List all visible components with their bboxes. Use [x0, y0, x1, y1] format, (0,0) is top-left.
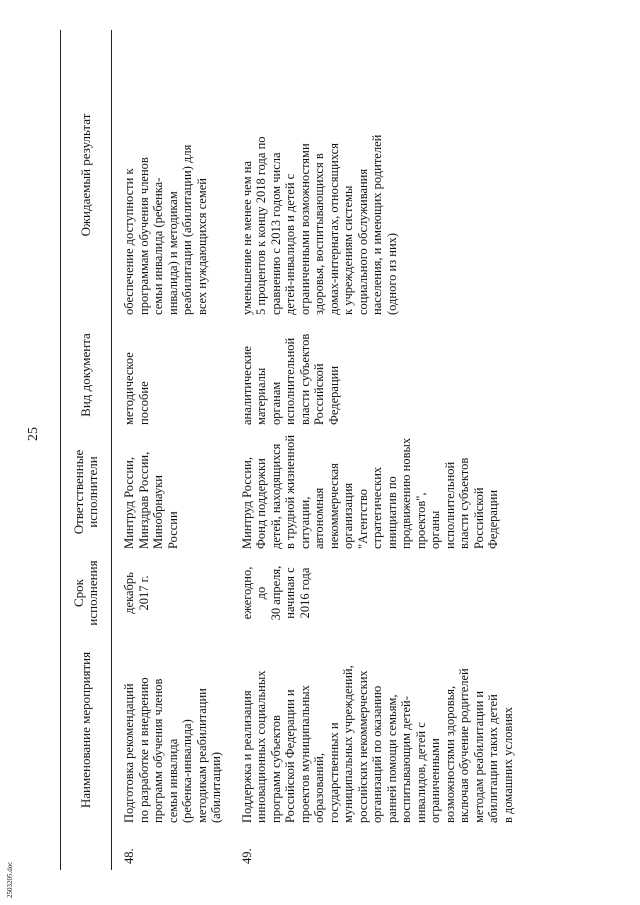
cell-line: социального обслуживания: [355, 168, 370, 315]
cell-line: воспитывающим детей-: [399, 696, 413, 823]
cell-line: продвижению новых: [399, 437, 413, 549]
cell-line: власти субъектов: [297, 333, 312, 425]
cell-line: Подготовка рекомендаций: [122, 683, 136, 823]
cell-line: обеспечение доступности к: [122, 168, 136, 315]
responsible-cell: [112, 430, 230, 554]
cell-line: ограниченными: [428, 738, 442, 823]
cell-line: Федерации: [486, 489, 500, 549]
cell-line: муниципальных учреждений,: [341, 665, 355, 823]
cell-line: инициатив по: [384, 476, 399, 549]
cell-line: в трудной жизненной: [283, 434, 297, 549]
cell-line: сравнению с 2013 годом числа: [268, 152, 283, 315]
measures-table-sheet: [60, 30, 605, 870]
cell-line: по разработке и внедрению: [136, 677, 151, 823]
measure-name-cell: [112, 632, 230, 828]
row-number: 49.: [239, 848, 254, 864]
table-header-row: [61, 30, 112, 870]
document-type-cell: [230, 320, 522, 430]
cell-line: методическое: [122, 352, 136, 425]
cell-line: исполнительной: [442, 461, 457, 549]
header-document-type: Вид документа: [61, 320, 112, 430]
cell-line: домах-интернатах, относящихся: [326, 143, 341, 315]
cell-line: Минтруд России,: [239, 457, 254, 549]
cell-line: (одного из них): [384, 232, 399, 315]
expected-result-cell: [230, 30, 522, 320]
cell-line: ежегодно,: [239, 566, 254, 620]
cell-line: власти субъектов: [457, 457, 471, 549]
cell-line: аналитические: [239, 346, 254, 425]
cell-line: семьи инвалида: [165, 738, 180, 823]
cell-line: программам обучения членов: [136, 157, 151, 315]
document-type-cell: [112, 320, 230, 430]
cell-line: Российской Федерации и: [283, 689, 297, 823]
cell-line: пособие: [136, 381, 151, 425]
cell-line: 2017 г.: [136, 575, 151, 611]
table-row: [230, 30, 522, 870]
cell-line: Поддержка и реализация: [239, 690, 254, 823]
cell-line: Минтруд России,: [122, 457, 136, 549]
cell-line: органам: [268, 381, 283, 425]
cell-line: начиная с: [283, 567, 297, 619]
cell-line: России: [165, 511, 180, 549]
page-number: 25: [26, 427, 41, 441]
term-cell: [112, 554, 230, 632]
cell-line: Фонд поддержки: [254, 458, 268, 549]
cell-line: детей, находящихся: [268, 443, 283, 549]
cell-line: методам реабилитации и: [471, 690, 486, 823]
cell-line: семьи инвалида (ребенка-: [151, 177, 165, 315]
header-number: [61, 828, 112, 870]
cell-line: методикам реабилитации: [194, 688, 209, 823]
cell-line: образований,: [312, 752, 326, 823]
cell-line: проектов",: [413, 492, 428, 549]
cell-line: Минобрнауки: [151, 475, 165, 549]
cell-line: программ субъектов: [268, 715, 283, 823]
cell-line: организация: [341, 482, 355, 549]
cell-line: автономная: [312, 487, 326, 549]
cell-line: до: [254, 586, 268, 600]
cell-line: декабрь: [122, 572, 136, 614]
cell-line: проектов муниципальных: [297, 685, 312, 823]
measures-table: [60, 30, 521, 870]
cell-line: программ обучения членов: [151, 678, 165, 823]
cell-line: инвалидов, детей с: [413, 722, 428, 823]
cell-line: организаций по оказанию: [370, 685, 384, 823]
cell-line: 30 апреля,: [268, 565, 283, 621]
header-term: Срок исполнения: [61, 554, 112, 632]
cell-line: в домашних условиях: [500, 706, 515, 823]
cell-line: населения, и имеющих родителей: [370, 134, 384, 315]
responsible-cell: [230, 430, 522, 554]
cell-line: ранней помощи семьям,: [384, 694, 399, 823]
cell-line: органы: [428, 510, 442, 549]
cell-line: абилитации таких детей: [486, 694, 500, 823]
cell-line: ограниченными возможностями: [297, 143, 312, 315]
header-measure-name: Наименование мероприятия: [61, 632, 112, 828]
cell-line: Российской: [312, 363, 326, 425]
cell-line: возможностями здоровья,: [442, 685, 457, 823]
cell-line: 2016 года: [297, 567, 312, 619]
cell-line: Федерации: [326, 365, 341, 425]
row-number: 48.: [122, 848, 136, 864]
cell-line: здоровья, воспитывающихся в: [312, 153, 326, 315]
cell-line: исполнительной: [283, 337, 297, 425]
cell-line: Минздрав России,: [136, 451, 151, 549]
cell-line: всех нуждающихся семей: [194, 178, 209, 315]
table-row: [112, 30, 230, 870]
cell-line: российских некоммерческих: [355, 670, 370, 823]
cell-line: стратегических: [370, 466, 384, 549]
expected-result-cell: [112, 30, 230, 320]
cell-line: инновационных социальных: [254, 670, 268, 823]
cell-line: Российской: [471, 487, 486, 549]
term-cell: [230, 554, 522, 632]
cell-line: материалы: [254, 367, 268, 425]
cell-line: уменьшение не менее чем на: [239, 161, 254, 315]
header-expected-result: Ожидаемый результат: [61, 30, 112, 320]
cell-line: (абилитации): [209, 751, 223, 823]
cell-line: (ребенка-инвалида): [180, 719, 194, 823]
measure-name-cell: [230, 632, 522, 828]
cell-line: реабилитации (абилитации) для: [180, 144, 194, 315]
cell-line: "Агентство: [355, 488, 370, 549]
cell-line: инвалида) и методикам: [165, 191, 180, 315]
cell-line: ситуации,: [297, 496, 312, 549]
cell-line: детей-инвалидов и детей с: [283, 173, 297, 315]
header-responsible: Ответственные исполнители: [61, 430, 112, 554]
footer-document-code: 2503205.doc: [6, 861, 14, 898]
cell-line: некоммерческая: [326, 463, 341, 549]
cell-line: 5 процентов к концу 2018 года по: [254, 136, 268, 315]
cell-line: к учреждениям системы: [341, 185, 355, 315]
cell-line: включая обучение родителей: [457, 668, 471, 823]
cell-line: государственных и: [326, 722, 341, 823]
